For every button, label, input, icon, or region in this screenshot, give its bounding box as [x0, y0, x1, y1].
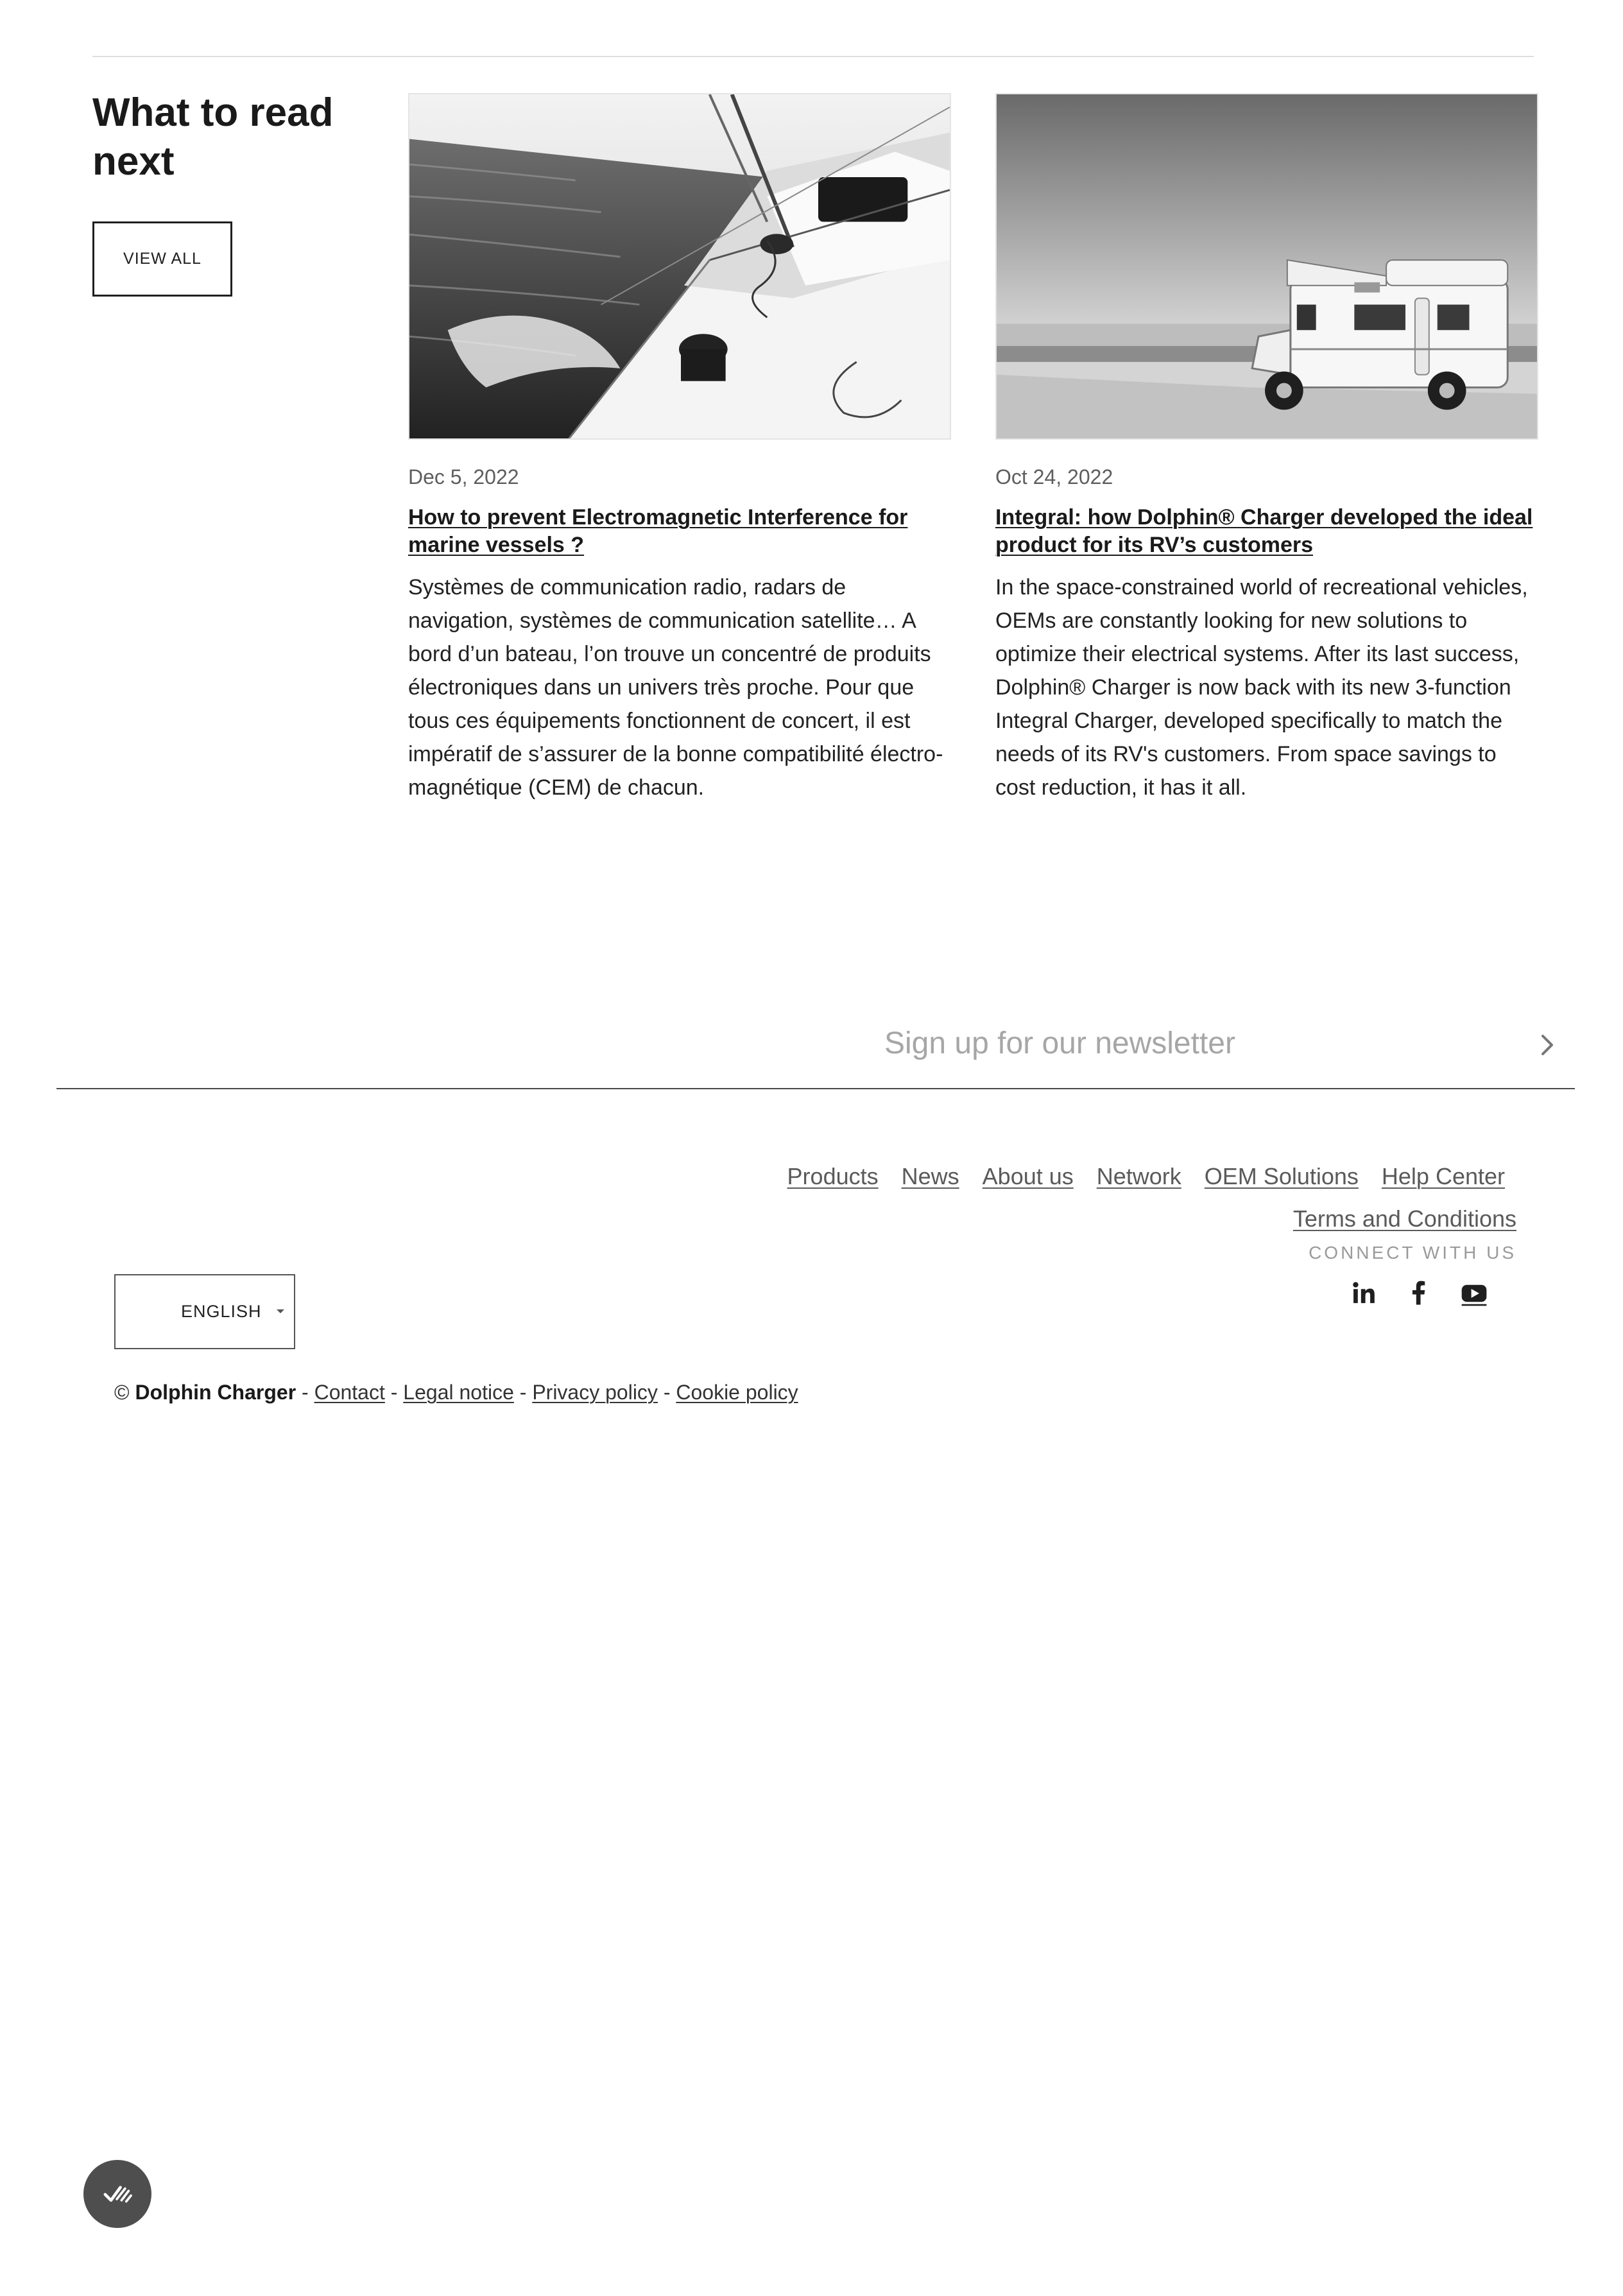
article-excerpt: Systèmes de communication radio, radars de navigation, systèmes de communication satellite… A bord d’un bateau, l’on trouve un concentré de produits électroniques dans un univers très proche. Pour que tous ces équipements fonctionnent de concert, il est impératif de s’assurer de la bonne compatibilité électro-magnétique (CEM) de chacun.: [408, 575, 943, 800]
article-card: [408, 93, 951, 804]
caret-down-icon: [276, 1299, 285, 1319]
footer-link-products[interactable]: Products: [787, 1163, 879, 1189]
consent-check-icon: [97, 2172, 138, 2216]
footer-link-legal-notice[interactable]: Legal notice: [403, 1381, 514, 1404]
linkedin-icon[interactable]: [1348, 1277, 1380, 1309]
article-date: Dec 5, 2022: [408, 465, 519, 488]
footer-link-help-center[interactable]: Help Center: [1381, 1163, 1505, 1189]
article-card: [995, 93, 1538, 804]
footer-link-cookie-policy[interactable]: Cookie policy: [676, 1381, 798, 1404]
view-all-button[interactable]: VIEW ALL: [92, 221, 232, 297]
section-title: What to read next: [92, 91, 334, 184]
facebook-icon[interactable]: [1403, 1277, 1435, 1309]
cookie-consent-button[interactable]: [83, 2160, 151, 2228]
social-links: [1348, 1277, 1490, 1309]
footer-link-news[interactable]: News: [901, 1163, 959, 1189]
article-image-sailboat[interactable]: [408, 93, 951, 440]
footer-link-terms[interactable]: Terms and Conditions: [1292, 1205, 1516, 1232]
copyright-symbol: ©: [114, 1381, 130, 1404]
separator: -: [296, 1381, 314, 1404]
footer-link-privacy-policy[interactable]: Privacy policy: [532, 1381, 658, 1404]
footer-link-contact[interactable]: Contact: [314, 1381, 385, 1404]
chevron-right-icon[interactable]: [1527, 1026, 1566, 1064]
separator: -: [384, 1381, 404, 1404]
footer-link-oem-solutions[interactable]: OEM Solutions: [1204, 1163, 1359, 1189]
language-select[interactable]: [114, 1274, 295, 1349]
footer-nav: [787, 1162, 1505, 1191]
article-excerpt: In the space-constrained world of recreational vehicles, OEMs are constantly looking for new solutions to optimize their electrical systems. After its last success, Dolphin® Charger is now back with its new 3-function Integral Charger, developed specifically to match the needs of its RV's customers. From space savings to cost reduction, it has it all.: [995, 575, 1528, 800]
footer-link-about-us[interactable]: About us: [982, 1163, 1074, 1189]
copyright-line: [114, 1379, 798, 1406]
connect-with-us-label: CONNECT WITH US: [1309, 1243, 1516, 1263]
article-image-camper[interactable]: [995, 93, 1538, 440]
youtube-icon[interactable]: [1458, 1277, 1490, 1309]
separator: -: [657, 1381, 676, 1404]
brand-name: Dolphin Charger: [135, 1381, 296, 1404]
newsletter-form: [56, 1008, 1575, 1089]
language-select-value: ENGLISH: [181, 1302, 262, 1321]
footer-link-network[interactable]: Network: [1096, 1163, 1181, 1189]
separator: -: [513, 1381, 533, 1404]
article-title-link[interactable]: How to prevent Electromagnetic Interference for marine vessels ?: [408, 505, 908, 557]
top-divider: [92, 56, 1534, 57]
newsletter-email-input[interactable]: [884, 1008, 1462, 1078]
article-date: Oct 24, 2022: [995, 465, 1113, 488]
article-title-link[interactable]: Integral: how Dolphin® Charger developed the ideal product for its RV’s customers: [995, 505, 1533, 557]
